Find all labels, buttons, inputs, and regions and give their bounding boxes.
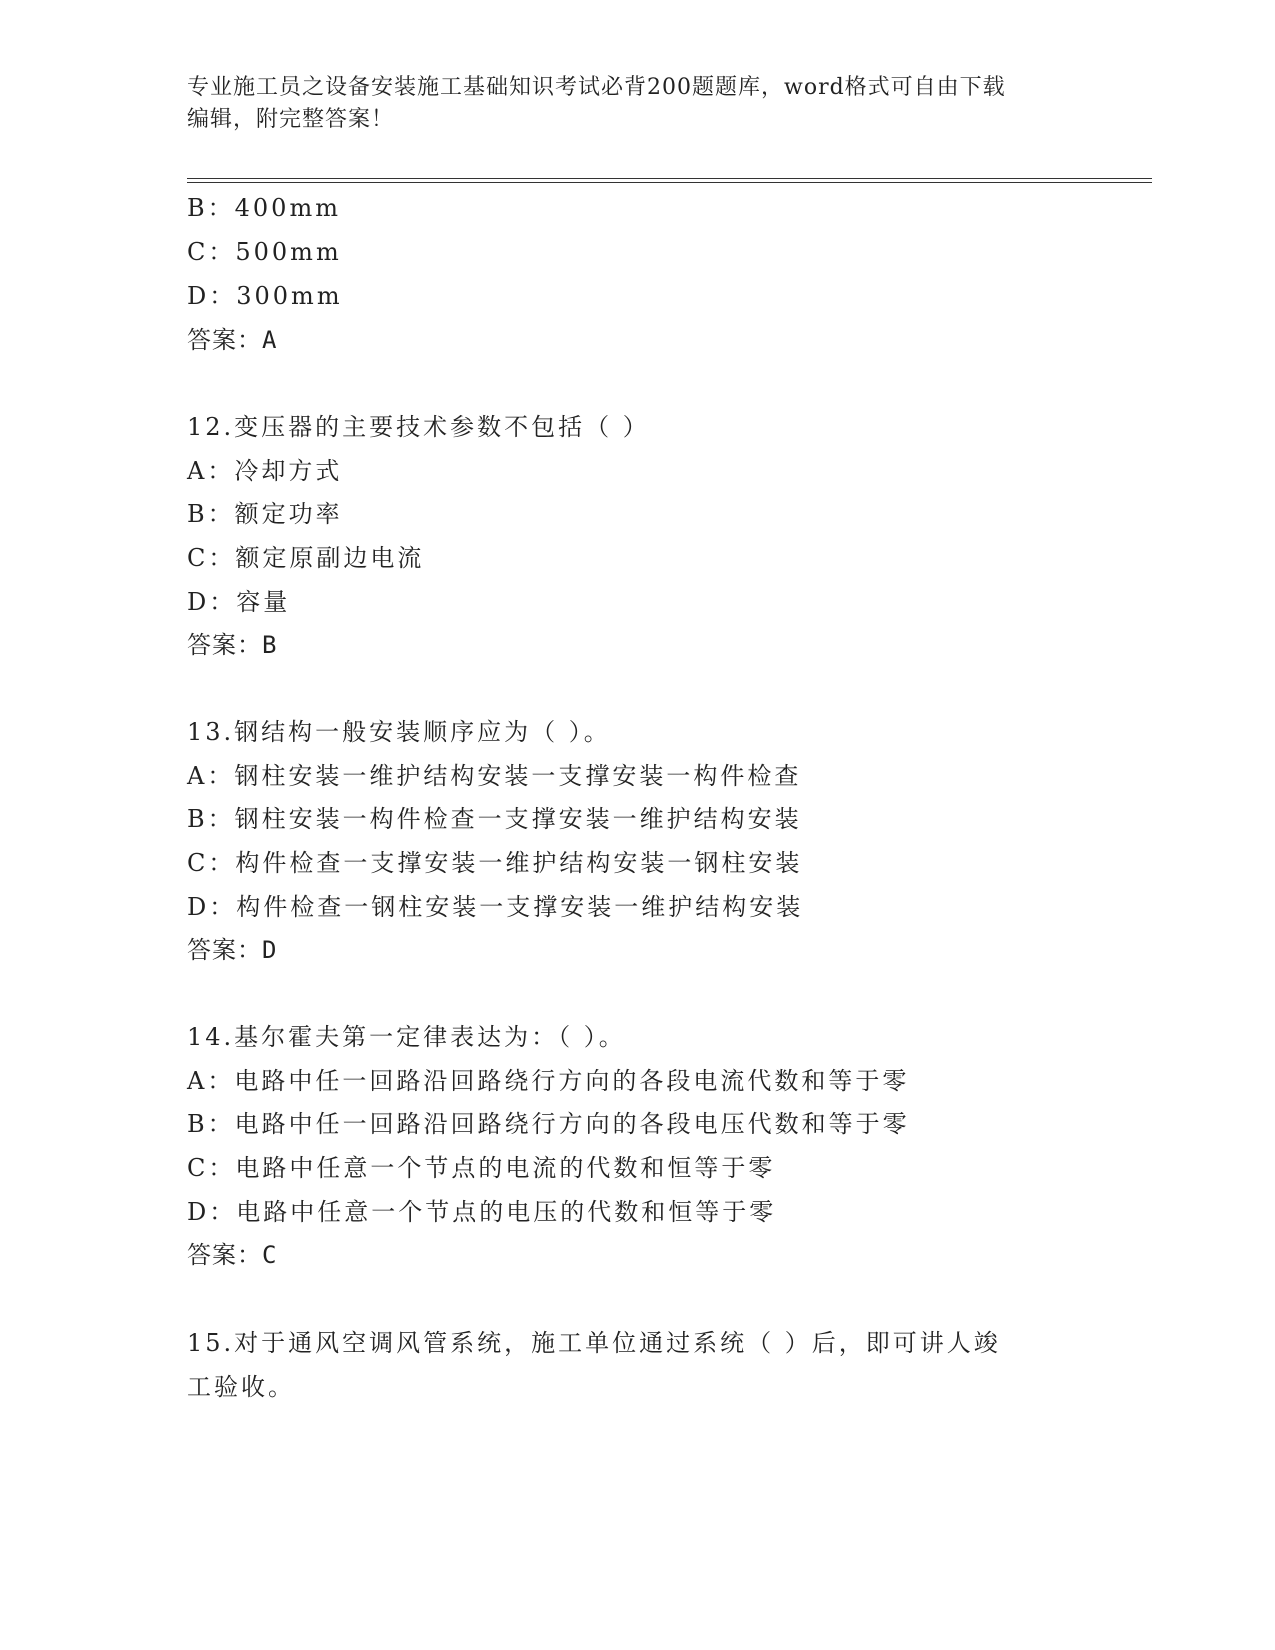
option-text: 电路中任一回路沿回路绕行方向的各段电流代数和等于零 [234, 1067, 910, 1095]
q14-option-b [187, 1107, 910, 1141]
q14-stem: 14.基尔霍夫第一定律表达为：（ ）。 [187, 1023, 626, 1051]
option-text: 容量 [236, 588, 291, 616]
q11-option-c [187, 235, 342, 269]
header-divider-bottom [187, 182, 1152, 183]
option-text: 400mm [234, 194, 341, 222]
q14-option-d [187, 1195, 776, 1229]
document-header [187, 72, 1067, 136]
option-label: D： [187, 893, 237, 921]
answer-value: B [262, 631, 278, 659]
q12-option-a [187, 454, 342, 488]
q13-option-c [187, 846, 802, 880]
option-label: C： [187, 544, 236, 572]
q15-stem-line2: 工验收。 [187, 1373, 295, 1401]
header-title-line1: 专业施工员之设备安装施工基础知识考试必背200题题库，word格式可自由下载 [187, 75, 1006, 100]
option-text: 钢柱安装一构件检查一支撑安装一维护结构安装 [234, 805, 802, 833]
option-label: B： [187, 805, 235, 833]
option-text: 冷却方式 [234, 457, 343, 485]
answer-label: 答案： [187, 631, 262, 659]
answer-label: 答案： [187, 936, 262, 964]
header-title-line2: 编辑，附完整答案！ [187, 107, 395, 132]
option-label: D： [187, 588, 237, 616]
q14-answer [187, 1238, 277, 1272]
q14-option-a [187, 1064, 909, 1098]
q11-answer [187, 323, 277, 357]
header-divider-top [187, 178, 1152, 179]
option-label: B： [187, 194, 235, 222]
option-text: 额定原副边电流 [235, 544, 425, 572]
option-label: B： [187, 1110, 235, 1138]
option-text: 钢柱安装一维护结构安装一支撑安装一构件检查 [234, 762, 802, 790]
q12-option-b [187, 497, 343, 531]
option-label: B： [187, 500, 235, 528]
option-text: 电路中任意一个节点的电压的代数和恒等于零 [236, 1198, 777, 1226]
option-text: 300mm [236, 282, 343, 310]
q13-stem: 13.钢结构一般安装顺序应为（ ）。 [187, 718, 611, 746]
option-text: 构件检查一钢柱安装一支撑安装一维护结构安装 [236, 893, 804, 921]
option-text: 额定功率 [234, 500, 343, 528]
option-text: 500mm [235, 238, 342, 266]
q12-stem: 12.变压器的主要技术参数不包括（ ） [187, 413, 650, 441]
q11-option-d [187, 279, 343, 313]
answer-label: 答案： [187, 1241, 262, 1269]
q12-option-c [187, 541, 424, 575]
answer-value: D [262, 936, 278, 964]
q13-option-a [187, 759, 801, 793]
option-label: C： [187, 849, 236, 877]
answer-value: A [262, 326, 278, 354]
option-label: A： [187, 762, 235, 790]
q15-stem-line1: 15.对于通风空调风管系统，施工单位通过系统（ ）后，即可讲人竣 [187, 1329, 1001, 1357]
option-text: 电路中任意一个节点的电流的代数和恒等于零 [235, 1154, 776, 1182]
q12-option-d [187, 585, 290, 619]
option-label: A： [187, 457, 235, 485]
q13-option-d [187, 890, 803, 924]
answer-label: 答案： [187, 326, 262, 354]
option-text: 电路中任一回路沿回路绕行方向的各段电压代数和等于零 [234, 1110, 910, 1138]
option-label: D： [187, 282, 237, 310]
q14-option-c [187, 1151, 775, 1185]
q13-answer [187, 933, 277, 967]
answer-value: C [262, 1241, 278, 1269]
option-label: D： [187, 1198, 237, 1226]
q11-option-b [187, 191, 341, 225]
option-label: A： [187, 1067, 235, 1095]
option-label: C： [187, 1154, 236, 1182]
option-label: C： [187, 238, 236, 266]
option-text: 构件检查一支撑安装一维护结构安装一钢柱安装 [235, 849, 803, 877]
q13-option-b [187, 802, 802, 836]
q12-answer [187, 628, 277, 662]
